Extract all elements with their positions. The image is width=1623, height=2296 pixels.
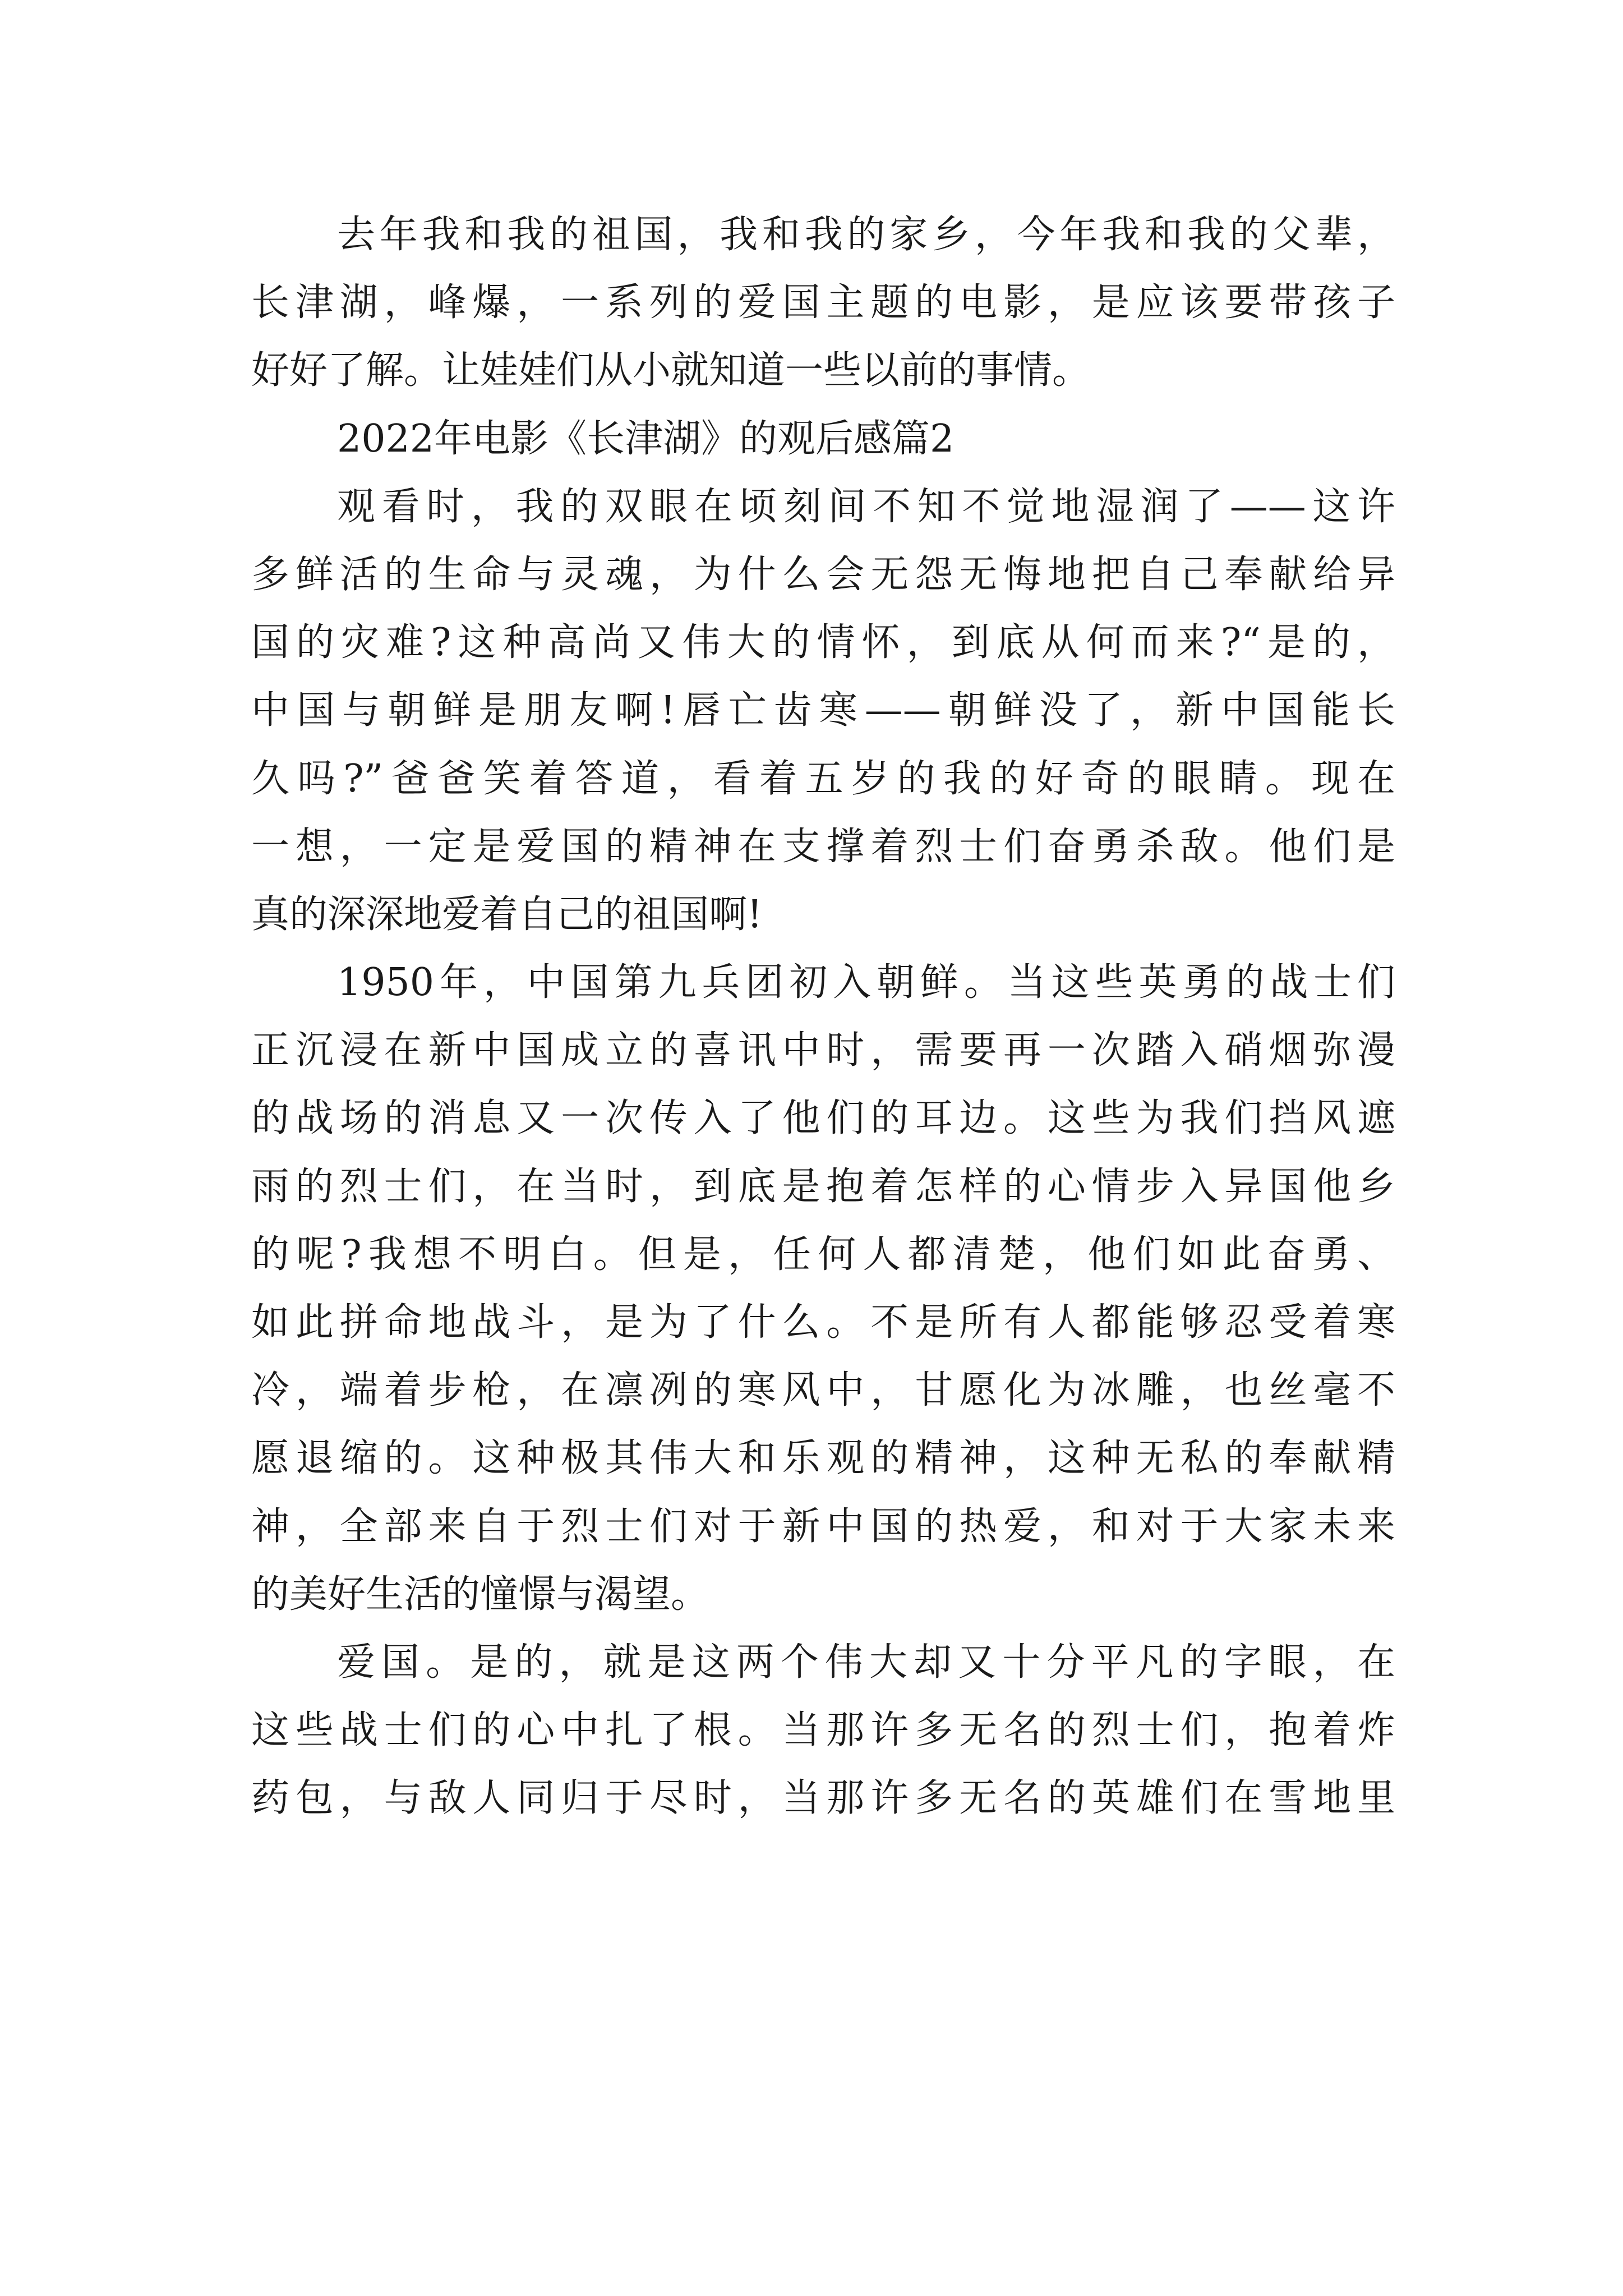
text-line: 药包，与敌人同归于尽时，当那许多无名的英雄们在雪地里 <box>251 1776 1395 1821</box>
text-line: 国的灾难?这种高尚又伟大的情怀，到底从何而来?“是的， <box>251 620 1395 665</box>
text-line: 爱国。是的，就是这两个伟大却又十分平凡的字眼，在 <box>337 1640 1395 1685</box>
text-line: 雨的烈士们，在当时，到底是抱着怎样的心情步入异国他乡 <box>251 1164 1395 1209</box>
text-line: 多鲜活的生命与灵魂，为什么会无怨无悔地把自己奉献给异 <box>251 552 1395 597</box>
text-line: 的美好生活的憧憬与渴望。 <box>251 1572 709 1617</box>
section-heading: 2022年电影《长津湖》的观后感篇2 <box>337 416 955 461</box>
text-line: 真的深深地爱着自己的祖国啊! <box>251 892 763 937</box>
text-line: 冷，端着步枪，在凛冽的寒风中，甘愿化为冰雕，也丝毫不 <box>251 1368 1395 1413</box>
text-line: 去年我和我的祖国，我和我的家乡，今年我和我的父辈， <box>337 213 1395 257</box>
text-line: 中国与朝鲜是朋友啊!唇亡齿寒——朝鲜没了，新中国能长 <box>251 688 1395 733</box>
document-body <box>251 201 1395 1833</box>
text-line: 正沉浸在新中国成立的喜讯中时，需要再一次踏入硝烟弥漫 <box>251 1028 1395 1073</box>
text-line: 1950年，中国第九兵团初入朝鲜。当这些英勇的战士们 <box>337 960 1395 1005</box>
text-line: 的战场的消息又一次传入了他们的耳边。这些为我们挡风遮 <box>251 1096 1395 1141</box>
text-line: 长津湖，峰爆，一系列的爱国主题的电影，是应该要带孩子 <box>251 280 1395 325</box>
text-line: 如此拼命地战斗，是为了什么。不是所有人都能够忍受着寒 <box>251 1300 1395 1345</box>
text-line: 一想，一定是爱国的精神在支撑着烈士们奋勇杀敌。他们是 <box>251 824 1395 869</box>
text-line: 这些战士们的心中扎了根。当那许多无名的烈士们，抱着炸 <box>251 1708 1395 1753</box>
text-line: 的呢?我想不明白。但是，任何人都清楚，他们如此奋勇、 <box>251 1232 1395 1277</box>
text-line: 愿退缩的。这种极其伟大和乐观的精神，这种无私的奉献精 <box>251 1436 1395 1481</box>
text-line: 好好了解。让娃娃们从小就知道一些以前的事情。 <box>251 348 1091 393</box>
text-line: 久吗?”爸爸笑着答道，看着五岁的我的好奇的眼睛。现在 <box>251 756 1395 801</box>
text-line: 神，全部来自于烈士们对于新中国的热爱，和对于大家未来 <box>251 1504 1395 1549</box>
text-line: 观看时，我的双眼在顷刻间不知不觉地湿润了——这许 <box>337 484 1395 529</box>
